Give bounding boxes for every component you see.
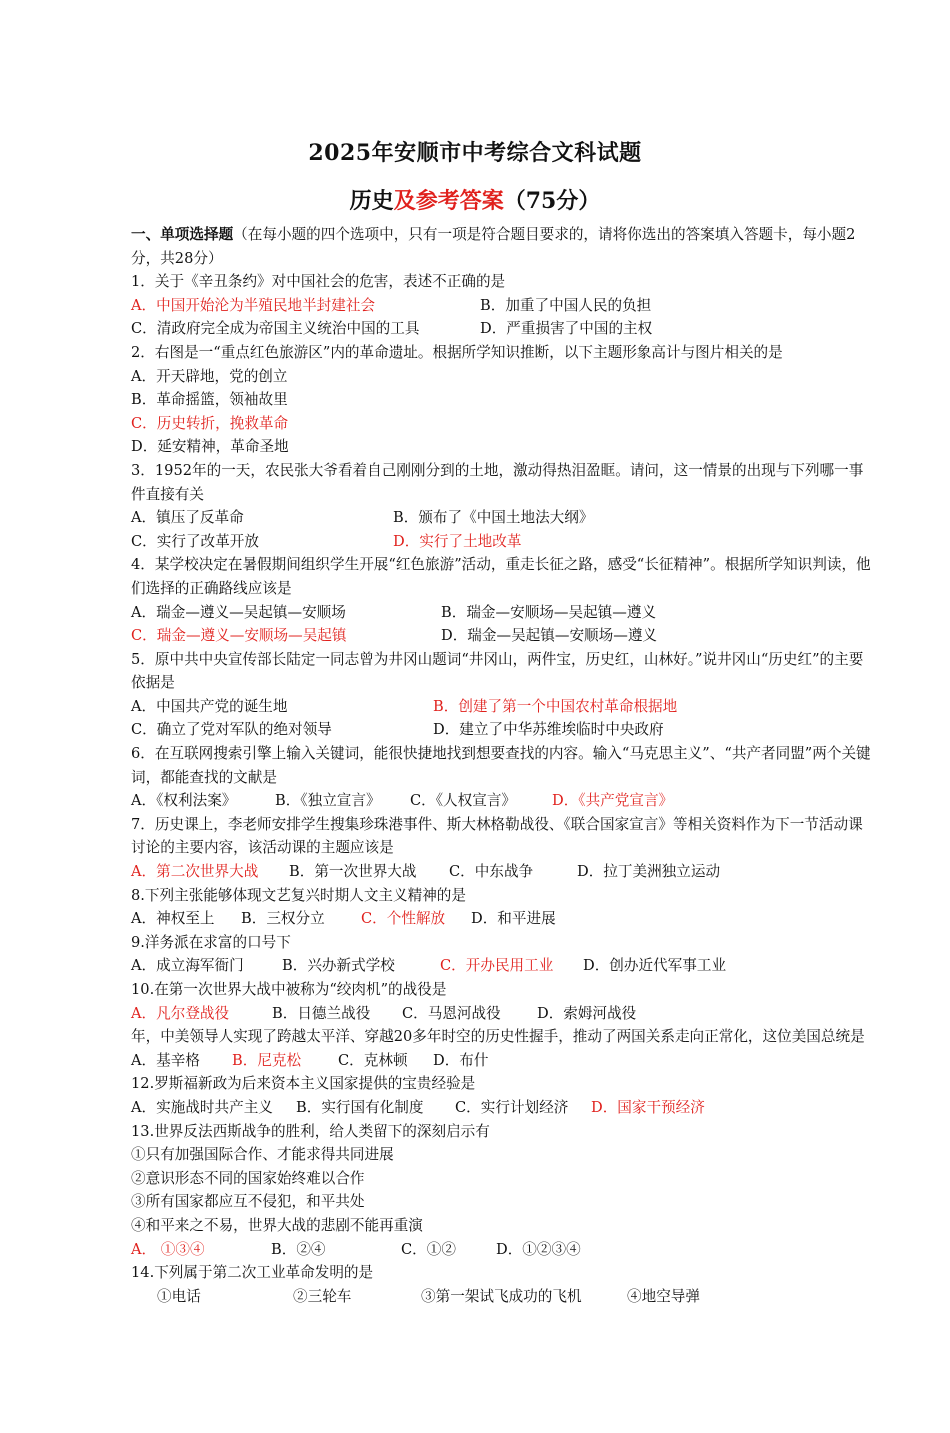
option: B．革命摇篮，领袖故里 xyxy=(131,391,288,409)
option-row xyxy=(131,718,871,742)
option-answer: C．历史转折，挽救革命 xyxy=(131,414,289,432)
option: A．瑞金—遵义—吴起镇—安顺场 xyxy=(131,603,346,621)
option: D．延安精神，革命圣地 xyxy=(131,438,289,456)
option-answer: A．凡尔登战役 xyxy=(131,1004,230,1022)
question-stem: 14.下列属于第二次工业革命发明的是 xyxy=(131,1264,374,1282)
option: B．实行国有化制度 xyxy=(296,1098,424,1116)
option: C．《人权宣言》 xyxy=(410,792,517,810)
question-stem: 8.下列主张能够体现文艺复兴时期人文主义精神的是 xyxy=(131,886,466,904)
option-row xyxy=(131,907,871,931)
option-row xyxy=(131,1096,871,1120)
section-header xyxy=(131,223,871,270)
option-row xyxy=(131,294,871,318)
option-row xyxy=(131,506,871,530)
option: B．日德兰战役 xyxy=(272,1004,371,1022)
option-answer: D．国家干预经济 xyxy=(591,1098,705,1116)
option-row xyxy=(131,601,871,625)
option: B．颁布了《中国土地法大纲》 xyxy=(393,509,594,527)
option: C．实行计划经济 xyxy=(455,1098,569,1116)
statement: ②意识形态不同的国家始终难以合作 xyxy=(131,1169,365,1187)
option: D．建立了中华苏维埃临时中央政府 xyxy=(433,721,664,739)
option-answer: A． ①③④ xyxy=(131,1240,205,1258)
option: D．瑞金—吴起镇—安顺场—遵义 xyxy=(441,627,658,645)
statement: ③第一架试飞成功的飞机 xyxy=(421,1287,582,1305)
option: B．②④ xyxy=(271,1240,326,1258)
option-row xyxy=(131,624,871,648)
section-label: 一、单项选择题 xyxy=(131,226,234,243)
option-answer: D．实行了土地改革 xyxy=(393,532,522,550)
option: C．①② xyxy=(401,1240,456,1258)
option: B．兴办新式学校 xyxy=(282,957,395,975)
option: A．《权利法案》 xyxy=(131,792,237,810)
option: B．瑞金—安顺场—吴起镇—遵义 xyxy=(441,603,657,621)
statement: ④地空导弹 xyxy=(627,1287,700,1305)
option-answer: B．创建了第一个中国农村革命根据地 xyxy=(433,697,678,715)
question-stem: 5．原中共中央宣传部长陆定一同志曾为井冈山题词“井冈山，两件宝，历史红，山林好。”说井冈山“历史红”的主要依据是 xyxy=(131,650,864,692)
statement: ①电话 xyxy=(157,1287,201,1305)
option: C．克林顿 xyxy=(338,1051,408,1069)
option: A．镇压了反革命 xyxy=(131,509,244,527)
subtitle-answers: 及参考答案 xyxy=(393,188,504,214)
option: D．布什 xyxy=(433,1051,489,1069)
option: A．实施战时共产主义 xyxy=(131,1098,273,1116)
statement: ④和平来之不易，世界大战的悲剧不能再重演 xyxy=(131,1216,423,1234)
option: D．索姆河战役 xyxy=(537,1004,637,1022)
option: B．《独立宣言》 xyxy=(275,792,381,810)
question-stem: 6．在互联网搜索引擎上输入关键词，能很快捷地找到想要查找的内容。输入“马克思主义”、“共产者同盟”两个关键词，都能查找的文献是 xyxy=(131,745,871,786)
section-instruction: （在每小题的四个选项中，只有一项是符合题目要求的，请将你选出的答案填入答题卡，每小题2分，共28分） xyxy=(131,226,856,267)
question-stem: 7．历史课上，李老师安排学生搜集珍珠港事件、斯大林格勒战役、《联合国家宣言》等相关资料作为下一节活动课讨论的主要内容，该活动课的主题应该是 xyxy=(131,815,863,857)
subtitle-subject: 历史 xyxy=(349,188,394,214)
question-stem: 1．关于《辛丑条约》对中国社会的危害，表述不正确的是 xyxy=(131,273,506,291)
option: D．①②③④ xyxy=(496,1240,581,1258)
option: A．神权至上 xyxy=(131,910,215,928)
question-stem: 12.罗斯福新政为后来资本主义国家提供的宝贵经验是 xyxy=(131,1075,476,1093)
option-answer: A．第二次世界大战 xyxy=(131,863,259,881)
question-stem: 9.洋务派在求富的口号下 xyxy=(131,933,291,951)
option: D．严重损害了中国的主权 xyxy=(480,320,653,338)
option: B．第一次世界大战 xyxy=(289,863,417,881)
option: C．马恩河战役 xyxy=(402,1004,501,1022)
option-row xyxy=(131,1285,871,1309)
exam-body xyxy=(131,223,871,1308)
option: C．清政府完全成为帝国主义统治中国的工具 xyxy=(131,320,420,338)
option: D．拉丁美洲独立运动 xyxy=(577,863,721,881)
option-row xyxy=(131,530,871,554)
question-stem: 3．1952年的一天，农民张大爷看着自己刚刚分到的土地，激动得热泪盈眶。请问，这一情景的出现与下列哪一事件直接有关 xyxy=(131,461,864,503)
option-answer: C．瑞金—遵义—安顺场—吴起镇 xyxy=(131,627,347,645)
option-answer: D．《共产党宣言》 xyxy=(552,792,674,810)
exam-subtitle xyxy=(0,184,950,215)
option-row xyxy=(131,1002,871,1026)
question-stem: 10.在第一次世界大战中被称为“绞肉机”的战役是 xyxy=(131,981,447,998)
option: A．成立海军衙门 xyxy=(131,957,244,975)
option: A．中国共产党的诞生地 xyxy=(131,697,288,715)
option-row xyxy=(131,860,871,884)
option-row xyxy=(131,789,871,813)
option-row xyxy=(131,1049,871,1073)
option: C．中东战争 xyxy=(449,863,534,881)
option-answer: C．个性解放 xyxy=(361,910,446,928)
option: B．加重了中国人民的负担 xyxy=(480,296,652,314)
statement: ①只有加强国际合作、才能求得共同进展 xyxy=(131,1146,394,1164)
question-stem: 13.世界反法西斯战争的胜利，给人类留下的深刻启示有 xyxy=(131,1122,490,1140)
option: D．创办近代军事工业 xyxy=(583,957,727,975)
option: B．三权分立 xyxy=(241,910,325,928)
statement: ②三轮车 xyxy=(293,1287,352,1305)
question-stem: 2．右图是一“重点红色旅游区”内的革命遗址。根据所学知识推断，以下主题形象高计与图片相关的是 xyxy=(131,343,783,361)
option-row xyxy=(131,954,871,978)
question-stem: 4．某学校决定在暑假期间组织学生开展“红色旅游”活动，重走长征之路，感受“长征精神”。根据所学知识判读，他们选择的正确路线应该是 xyxy=(131,556,871,597)
option-answer: C．开办民用工业 xyxy=(440,957,554,975)
question-stem: 年，中美领导人实现了跨越太平洋、穿越20多年时空的历史性握手，推动了两国关系走向正常化，这位美国总统是 xyxy=(131,1028,865,1046)
statement: ③所有国家都应互不侵犯，和平共处 xyxy=(131,1193,365,1211)
option: C．实行了改革开放 xyxy=(131,532,259,550)
option-answer: A．中国开始沦为半殖民地半封建社会 xyxy=(131,296,376,314)
option-answer: B．尼克松 xyxy=(232,1051,302,1069)
option: A．开天辟地，党的创立 xyxy=(131,367,288,385)
option: C．确立了党对军队的绝对领导 xyxy=(131,721,332,739)
subtitle-score: （75分） xyxy=(503,188,601,214)
option: A．基辛格 xyxy=(131,1051,200,1069)
exam-title: 2025年安顺市中考综合文科试题 xyxy=(308,140,642,166)
option-row xyxy=(131,317,871,341)
option-row xyxy=(131,695,871,719)
option: D．和平进展 xyxy=(471,910,556,928)
option-row xyxy=(131,1238,871,1262)
